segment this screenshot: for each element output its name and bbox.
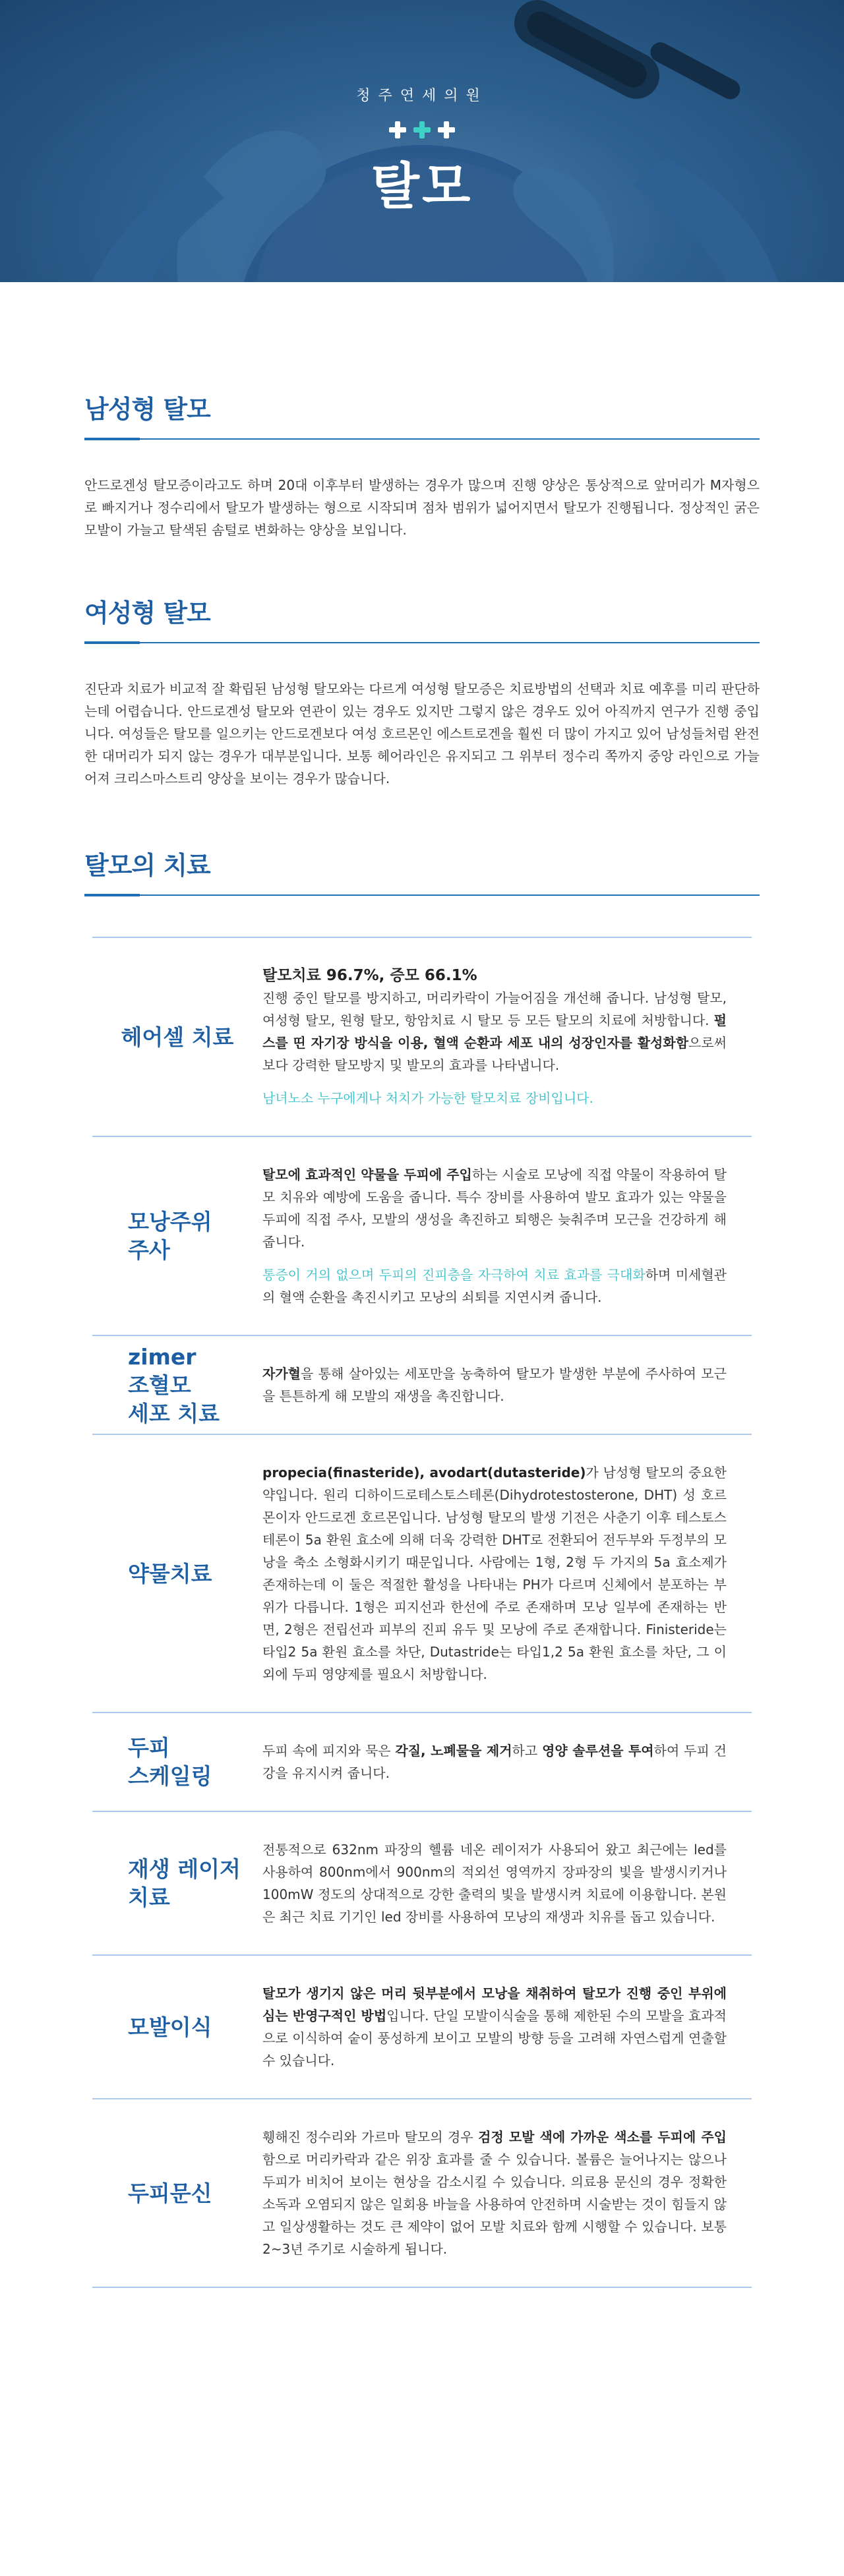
treatment-text (262, 1740, 727, 1784)
treatment-description (262, 1812, 752, 1954)
text-span: 을 통해 살아있는 세포만을 농축하여 탈모가 발생한 부분에 주사하여 모근을 튼튼하게 해 모발의 재생을 촉진합니다. (262, 1366, 727, 1404)
treatment-text (262, 2126, 727, 2260)
treatment-row-laser (92, 1812, 752, 1956)
treatment-description (262, 1435, 752, 1712)
treatment-name (92, 1208, 262, 1264)
treatment-row-scaling (92, 1713, 752, 1812)
main-content (0, 282, 844, 2387)
treatment-name: 두피문신 (128, 2180, 212, 2206)
accent-span: 통증이 거의 없으며 두피의 진피층을 자극하여 치료 효과를 극대화 (262, 1267, 646, 1283)
text-span: 진행 중인 탈모를 방지하고, 머리카락이 가늘어짐을 개선해 줍니다. 남성형 탈모, 여성형 탈모, 원형 탈모, 항암치료 시 탈모 등 모든 탈모의 치료에 처방합니다. (262, 990, 727, 1028)
bold-span: 영양 솔루션을 투여 (542, 1743, 654, 1759)
treatment-description (262, 1137, 752, 1335)
treatment-text: 전통적으로 632nm 파장의 헬륨 네온 레이저가 사용되어 왔고 최근에는 led를 사용하여 800nm에서 900nm의 적외선 영역까지 장파장의 빛을 발생시키거나 100mW 정도의 상대적으로 강한 출력의 빛을 발생시켜 치료에 이용합니다. 본원은 최근 치료 기기인 led 장비를 사용하여 모낭의 재생과 치유를 돕고 있습니다. (262, 1842, 727, 1925)
name-line: 세포 치료 (128, 1400, 220, 1426)
section-heading (84, 593, 760, 643)
treatment-description (262, 1713, 752, 1811)
name-line: 재생 레이저 (128, 1856, 241, 1882)
treatment-description (262, 938, 752, 1136)
name-line: 주사 (128, 1237, 170, 1263)
plus-cross-icon (389, 121, 406, 138)
page-title: 탈모 (371, 157, 473, 216)
treatment-row-tattoo (92, 2099, 752, 2288)
treatment-name (92, 1343, 262, 1428)
text-span: 하여 두피 건강을 유지시켜 줍니다. (262, 1743, 727, 1781)
section-title: 탈모의 치료 (84, 851, 210, 880)
cross-decoration (389, 119, 455, 141)
text-span: 입니다. 단일 모발이식술을 통해 제한된 수의 모발을 효과적으로 이식하여 숱이 풍성하게 보이고 모발의 방향 등을 고려해 자연스럽게 연출할 수 있습니다. (262, 2008, 727, 2068)
name-line: 모낭주위 (128, 1209, 212, 1235)
bold-span: 자가혈 (262, 1366, 301, 1382)
treatment-name (92, 1855, 262, 1912)
plus-cross-icon (413, 121, 431, 138)
plus-cross-icon (438, 121, 455, 138)
treatment-name: 약물치료 (128, 1560, 212, 1587)
section-title: 여성형 탈모 (84, 599, 210, 628)
name-line: 조혈모 (128, 1372, 191, 1398)
text-span: 가 남성형 탈모의 중요한 약입니다. 원리 디하이드로테스토스테론(Dihydrotestosterone, DHT) 성 호르몬이자 안드로겐 호르몬입니다. 남성형 탈모의 발생 기전은 사춘기 이후 테스토스테론이 5a 환원 효소에 의해 더욱 강력한 DHT로 전환되어 전두부와 두정부의 모낭을 축소 소형화시키기 때문입니다. 사람에는 1형, 2형 두 가지의 5a 효소제가 존재하는데 이 둘은 적절한 활성을 나타내는 PH가 다르며 신체에서 분포하는 부위가 다릅니다. 1형은 피지선과 한선에 주로 존재하며 모낭 일부에 존재하는 반면, 2형은 전립선과 피부의 진피 유두 및 모낭에 주로 존재합니다. Finisteride는 타입2 5a 환원 효소를 차단, Dutastride는 타입1,2 5a 환원 효소를 차단, 그 이외에 두피 영양제를 필요시 처방합니다. (262, 1465, 727, 1682)
treatment-row-zimer (92, 1336, 752, 1435)
bold-span: 각질, 노폐물을 제거 (395, 1743, 512, 1759)
hero-banner (0, 0, 844, 282)
treatment-text (262, 1362, 727, 1407)
treatment-lead: 탈모치료 96.7%, 증모 66.1% (262, 967, 477, 984)
section-male-hair-loss (84, 282, 760, 541)
treatment-description (262, 2099, 752, 2287)
treatment-text (262, 1264, 727, 1308)
bold-span: 검정 모발 색에 가까운 색소를 두피에 주입 (478, 2129, 727, 2145)
section-heading (84, 845, 760, 896)
name-line: 두피 (128, 1735, 170, 1761)
section-body: 진단과 치료가 비교적 잘 확립된 남성형 탈모와는 다르게 여성형 탈모증은 치료방법의 선택과 치료 예후를 미리 판단하는데 어렵습니다. 안드로겐성 탈모와 연관이 있는 경우도 있지만 그렇지 않은 경우도 있어 아직까지 연구가 진행 중입니다. 여성들은 탈모를 일으키는 안드로겐보다 여성 호르몬인 에스트로겐을 훨씬 더 많이 가지고 있어 남성들처럼 완전한 대머리가 되지 않는 경우가 대부분입니다. 보통 헤어라인은 유지되고 그 위부터 정수리 쪽까지 중앙 라인으로 가늘어져 크리스마스트리 양상을 보이는 경우가 많습니다. (84, 681, 760, 786)
treatment-text (262, 1982, 727, 2072)
name-line: 스케일링 (128, 1763, 212, 1789)
treatment-row-medication (92, 1435, 752, 1713)
bold-span: propecia(finasteride), avodart(dutasteride) (262, 1465, 586, 1480)
bold-span: 탈모에 효과적인 약물을 두피에 주입 (262, 1167, 472, 1183)
treatment-list (92, 937, 752, 2288)
treatment-text (262, 1461, 727, 1685)
treatment-description (262, 1956, 752, 2098)
text-span: 휑해진 정수리와 가르마 탈모의 경우 (262, 2129, 479, 2145)
section-female-hair-loss (84, 541, 760, 790)
section-title: 남성형 탈모 (84, 395, 210, 424)
treatment-name: 모발이식 (128, 2014, 212, 2040)
treatment-text (262, 987, 727, 1076)
section-heading (84, 389, 760, 440)
bottom-spacer (84, 2288, 760, 2387)
text-span: 하며 미세혈관의 혈액 순환을 촉진시키고 모낭의 쇠퇴를 지연시켜 줍니다. (262, 1267, 727, 1305)
clinic-name: 청주연세의원 (356, 88, 488, 104)
treatment-row-injection (92, 1137, 752, 1336)
treatment-text (262, 1163, 727, 1253)
text-span: 하는 시술로 모낭에 직접 약물이 작용하여 탈모 치유와 예방에 도움을 줍니다. 특수 장비를 사용하여 발모 효과가 있는 약물을 두피에 직접 주사, 모발의 생성을 촉진하고 퇴행은 늦춰주며 모근을 건강하게 해줍니다. (262, 1167, 727, 1250)
text-span: 으로써 보다 강력한 탈모방지 및 발모의 효과를 나타냅니다. (262, 1035, 727, 1073)
section-body: 안드로겐성 탈모증이라고도 하며 20대 이후부터 발생하는 경우가 많으며 진행 양상은 통상적으로 앞머리가 M자형으로 빠지거나 정수리에서 탈모가 발생하는 형으로 시작되며 점차 범위가 넓어지면서 탈모가 진행됩니다. 정상적인 굵은 모발이 가늘고 탈색된 솜털로 변화하는 양상을 보입니다. (84, 477, 760, 538)
text-span: 하고 (512, 1743, 543, 1759)
treatment-row-haircell (92, 938, 752, 1137)
bold-span: 펄스를 띤 자기장 방식을 이용, 혈액 순환과 세포 내의 성장인자를 활성화함 (262, 1012, 727, 1051)
treatment-name: 헤어셀 치료 (121, 1024, 234, 1050)
treatment-name (92, 1734, 262, 1790)
name-line: zimer (128, 1343, 196, 1370)
bold-span: 탈모가 생기지 않은 머리 뒷부분에서 모낭을 채취하여 탈모가 진행 중인 부위에 심는 반영구적인 방법 (262, 1985, 727, 2024)
section-treatment (84, 790, 760, 2288)
treatment-description (262, 1336, 752, 1434)
name-line: 치료 (128, 1885, 170, 1910)
text-span: 두피 속에 피지와 묵은 (262, 1743, 396, 1759)
hero-illustration (0, 0, 844, 282)
treatment-accent: 남녀노소 누구에게나 처치가 가능한 탈모치료 장비입니다. (262, 1090, 593, 1106)
text-span: 함으로 머리카락과 같은 위장 효과를 줄 수 있습니다. 볼륨은 늘어나지는 않으나 두피가 비치어 보이는 현상을 감소시킬 수 있습니다. 의료용 문신의 경우 정확한 소독과 오염되지 않은 일회용 바늘을 사용하여 안전하며 시술받는 것이 힘들지 않고 일상생활하는 것도 큰 제약이 없어 모발 치료와 함께 시행할 수 있습니다. 보통 2~3년 주기로 시술하게 됩니다. (262, 2152, 727, 2257)
treatment-row-transplant (92, 1956, 752, 2099)
